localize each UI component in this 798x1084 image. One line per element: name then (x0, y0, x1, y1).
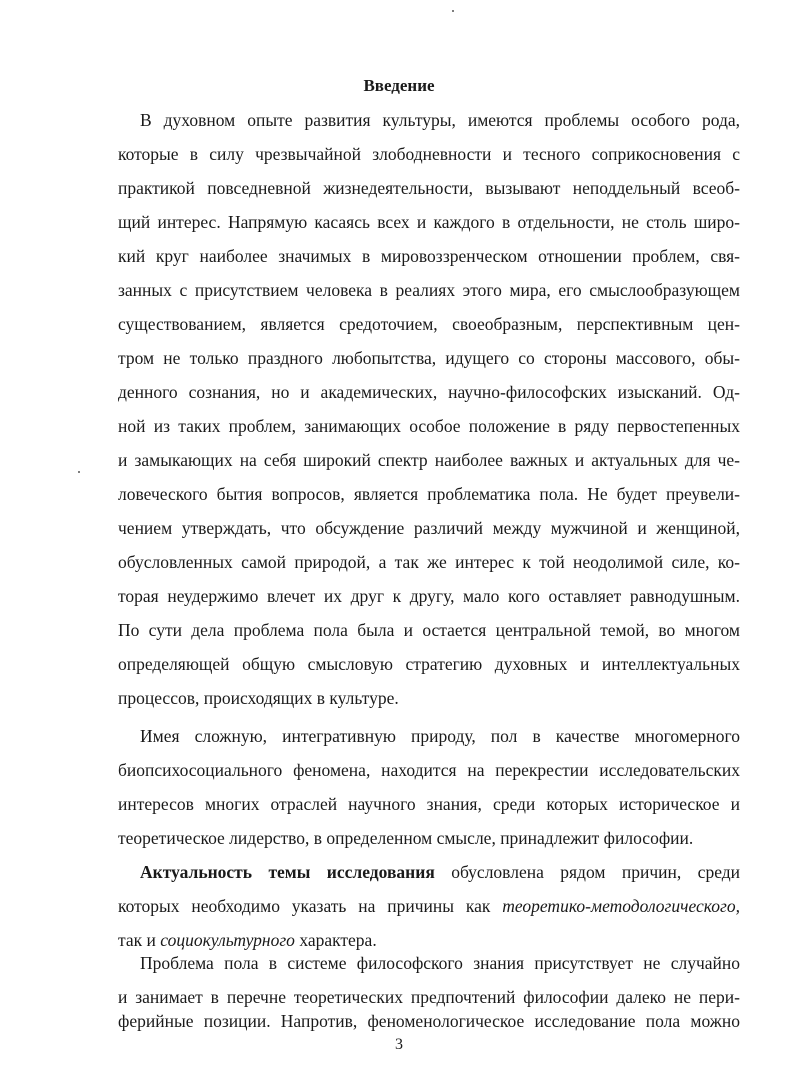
italic-term: социокультурного (160, 930, 295, 950)
scan-speck (78, 471, 80, 473)
text-line: и занимает в перечне теоретических предпочтений философии далеко не пери- (118, 987, 740, 1007)
text-line: биопсихосоциального феномена, находится на перекрестии исследовательских (118, 760, 740, 780)
text-line: Имея сложную, интегративную природу, пол в качестве многомерного (140, 726, 740, 746)
text-line: щий интерес. Напрямую касаясь всех и каждого в отдельности, не столь широ- (118, 212, 740, 232)
text-line: определяющей общую смысловую стратегию духовных и интеллектуальных (118, 654, 740, 674)
text-line: ферийные позиции. Напротив, феноменологическое исследование пола можно (118, 1011, 740, 1031)
scan-speck (452, 10, 454, 12)
text-line (118, 929, 740, 951)
actuality-heading: Актуальность темы исследования (140, 862, 435, 882)
italic-term: теоретико-методологического, (502, 896, 740, 916)
text-line: ной из таких проблем, занимающих особое положение в ряду первостепенных (118, 416, 740, 436)
text-line: торая неудержимо влечет их друг к другу, мало кого оставляет равнодушным. (118, 586, 740, 606)
text-fragment: характера. (294, 930, 377, 950)
text-line: и замыкающих на себя широкий спектр наиболее важных и актуальных для че- (118, 450, 740, 470)
text-fragment: обусловлена рядом причин, среди (434, 862, 740, 882)
text-line: чением утверждать, что обсуждение различий между мужчиной и женщиной, (118, 518, 740, 538)
text-line: процессов, происходящих в культуре. (118, 688, 399, 708)
page-number: 3 (395, 1036, 403, 1053)
text-line: В духовном опыте развития культуры, имеются проблемы особого рода, (140, 110, 740, 130)
text-line: практикой повседневной жизнедеятельности, вызывают неподдельный всеоб- (118, 178, 740, 198)
text-line: тром не только праздного любопытства, идущего со стороны массового, обы- (118, 348, 740, 368)
text-line: которые в силу чрезвычайной злободневности и тесного соприкосновения с (118, 144, 740, 164)
text-line: кий круг наиболее значимых в мировоззренческом отношении проблем, свя- (118, 246, 740, 266)
text-line: интересов многих отраслей научного знания, среди которых историческое и (118, 794, 740, 814)
text-line: денного сознания, но и академических, научно-философских изысканий. Од- (118, 382, 740, 402)
text-line: По сути дела проблема пола была и остается центральной темой, во многом (118, 620, 740, 640)
text-line: занных с присутствием человека в реалиях этого мира, его смыслообразующем (118, 280, 740, 300)
text-line: ловеческого бытия вопросов, является проблематика пола. Не будет преувели- (118, 484, 740, 504)
text-line: Проблема пола в системе философского знания присутствует не случайно (140, 953, 740, 973)
section-title: Введение (363, 76, 435, 95)
text-fragment: которых необходимо указать на причины как (118, 896, 503, 916)
text-line: существованием, является средоточием, своеобразным, перспективным цен- (118, 314, 740, 334)
text-line (118, 895, 740, 917)
text-line: обусловленных самой природой, а так же интерес к той неодолимой силе, ко- (118, 552, 740, 572)
text-line: теоретическое лидерство, в определенном смысле, принадлежит философии. (118, 828, 694, 848)
text-fragment: так и (118, 930, 161, 950)
text-line (140, 861, 740, 883)
